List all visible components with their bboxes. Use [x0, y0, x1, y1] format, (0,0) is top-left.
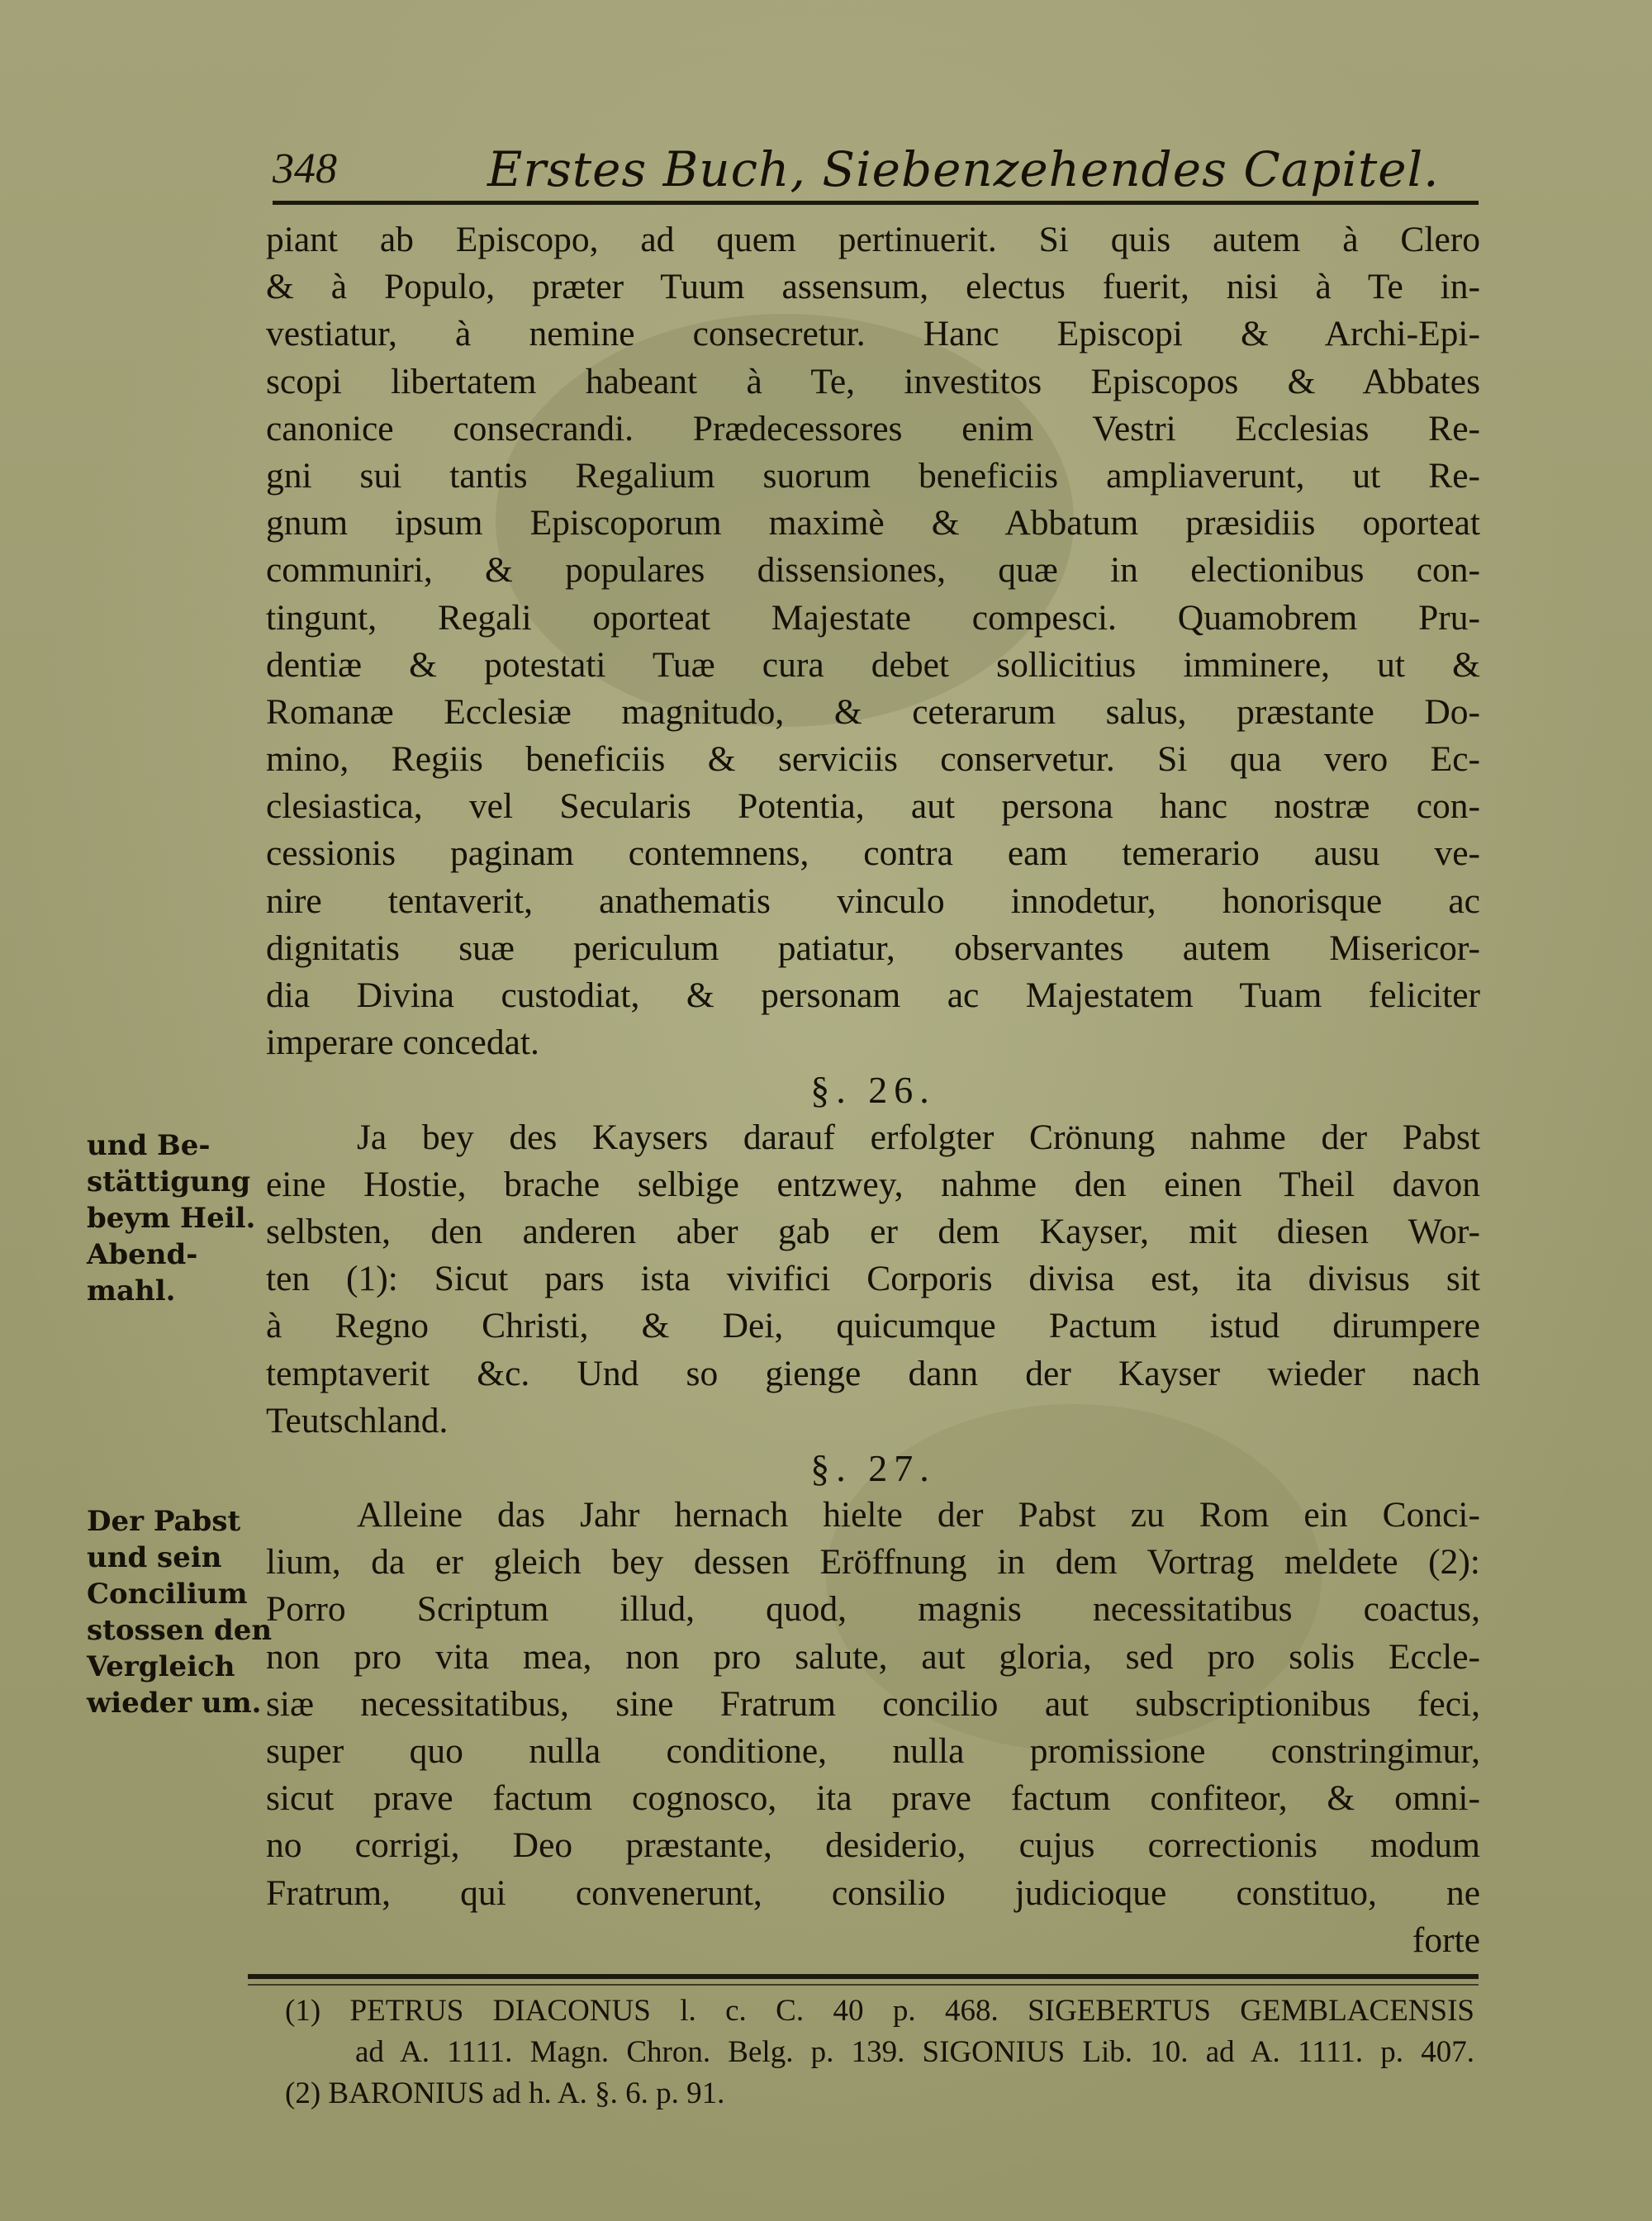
margin-note-line: Concilium	[87, 1578, 248, 1611]
text-line: imperare concedat.	[266, 1023, 539, 1063]
text-line: non pro vita mea, non pro salute, aut gloria, sed pro solis Eccle-	[266, 1636, 1480, 1677]
main-text	[266, 216, 1480, 1964]
header-rule	[273, 201, 1479, 205]
margin-note-line: stossen den	[87, 1614, 273, 1647]
text-line: siæ necessitatibus, sine Fratrum concilio aut subscriptionibus feci,	[266, 1683, 1480, 1724]
margin-note-council	[87, 1503, 273, 1721]
text-line: lium, da er gleich bey dessen Eröffnung in dem Vortrag meldete (2):	[266, 1542, 1480, 1583]
footnote-2: (2) BARONIUS ad h. A. §. 6. p. 91.	[285, 2076, 725, 2110]
footnotes	[285, 1991, 1474, 2114]
text-line: sicut prave factum cognosco, ita prave factum confiteor, & omni-	[266, 1778, 1480, 1819]
page-number: 348	[273, 145, 337, 192]
text-line: cessionis paginam contemnens, contra eam temerario ausu ve-	[266, 833, 1480, 874]
footnote-1: (1) PETRUS DIACONUS l. c. C. 40 p. 468. SIGEBERTUS GEMBLACENSIS	[285, 1994, 1474, 2028]
text-line: ten (1): Sicut pars ista vivifici Corporis divisa est, ita divisus sit	[266, 1259, 1480, 1299]
text-line: dentiæ & potestati Tuæ cura debet sollicitius imminere, ut &	[266, 644, 1480, 685]
text-line: & à Populo, præter Tuum assensum, electus fuerit, nisi à Te in-	[266, 267, 1480, 307]
margin-note-line: Vergleich	[87, 1650, 235, 1683]
footnote-rule	[248, 1974, 1479, 1979]
text-line: Teutschland.	[266, 1400, 449, 1440]
text-line: temptaverit &c. Und so gienge dann der Kayser wieder nach	[266, 1353, 1480, 1393]
text-line: Alleine das Jahr hernach hielte der Pabst zu Rom ein Conci-	[357, 1495, 1480, 1535]
margin-note-line: und Be-	[87, 1129, 211, 1162]
margin-note-line: Abend-	[87, 1238, 198, 1271]
text-line: gni sui tantis Regalium suorum beneficiis ampliaverunt, ut Re-	[266, 455, 1480, 496]
text-line: gnum ipsum Episcoporum maximè & Abbatum præsidiis oporteat	[266, 503, 1480, 543]
section-heading-27: §. 27.	[810, 1446, 936, 1489]
text-line: Fratrum, qui convenerunt, consilio judicioque constituo, ne	[266, 1872, 1480, 1913]
text-line: eine Hostie, brache selbige entzwey, nahme den einen Theil davon	[266, 1164, 1480, 1204]
text-line: super quo nulla conditione, nulla promissione constringimur,	[266, 1731, 1480, 1771]
margin-note-line: beym Heil.	[87, 1202, 256, 1235]
text-line: Porro Scriptum illud, quod, magnis necessitatibus coactus,	[266, 1589, 1480, 1630]
text-line: dia Divina custodiat, & personam ac Majestatem Tuam feliciter	[266, 975, 1480, 1015]
margin-note-line: wieder um.	[87, 1687, 262, 1720]
page-header	[273, 141, 1479, 202]
text-line: communiri, & populares dissensiones, quæ in electionibus con-	[266, 550, 1480, 591]
section-heading-26: §. 26.	[810, 1069, 936, 1112]
text-line: clesiastica, vel Secularis Potentia, aut persona hanc nostræ con-	[266, 786, 1480, 827]
text-line: canonice consecrandi. Prædecessores enim Vestri Ecclesias Re-	[266, 408, 1480, 448]
text-line: mino, Regiis beneficiis & serviciis conservetur. Si qua vero Ec-	[266, 739, 1480, 780]
text-line: no corrigi, Deo præstante, desiderio, cujus correctionis modum	[266, 1825, 1480, 1866]
margin-note-line: mahl.	[87, 1274, 176, 1307]
text-line: piant ab Episcopo, ad quem pertinuerit. Si quis autem à Clero	[266, 220, 1480, 259]
text-line: nire tentaverit, anathematis vinculo innodetur, honorisque ac	[266, 880, 1480, 921]
running-head: Erstes Buch, Siebenzehendes Capitel.	[487, 141, 1440, 197]
footnote-rule-thin	[248, 1984, 1479, 1986]
text-line: selbsten, den anderen aber gab er dem Kayser, mit diesen Wor-	[266, 1211, 1480, 1251]
text-line: tingunt, Regali oporteat Majestate compesci. Quamobrem Pru-	[266, 597, 1480, 638]
footnote-1-continued: ad A. 1111. Magn. Chron. Belg. p. 139. SIGONIUS Lib. 10. ad A. 1111. p. 407.	[355, 2035, 1474, 2069]
text-line: scopi libertatem habeant à Te, investitos Episcopos & Abbates	[266, 361, 1480, 401]
margin-note-line: stättigung	[87, 1165, 251, 1198]
margin-note-line: Der Pabst	[87, 1505, 241, 1538]
text-line: dignitatis suæ periculum patiatur, observantes autem Misericor-	[266, 928, 1480, 968]
margin-note-line: und sein	[87, 1541, 222, 1574]
text-line: Romanæ Ecclesiæ magnitudo, & ceterarum salus, præstante Do-	[266, 691, 1480, 732]
text-line: Ja bey des Kaysers darauf erfolgter Crönung nahme der Pabst	[357, 1117, 1480, 1157]
margin-note-communion	[87, 1127, 260, 1309]
catchword: forte	[1412, 1920, 1480, 1960]
text-line: à Regno Christi, & Dei, quicumque Pactum istud dirumpere	[266, 1306, 1480, 1346]
text-line: vestiatur, à nemine consecretur. Hanc Episcopi & Archi-Epi-	[266, 314, 1480, 354]
